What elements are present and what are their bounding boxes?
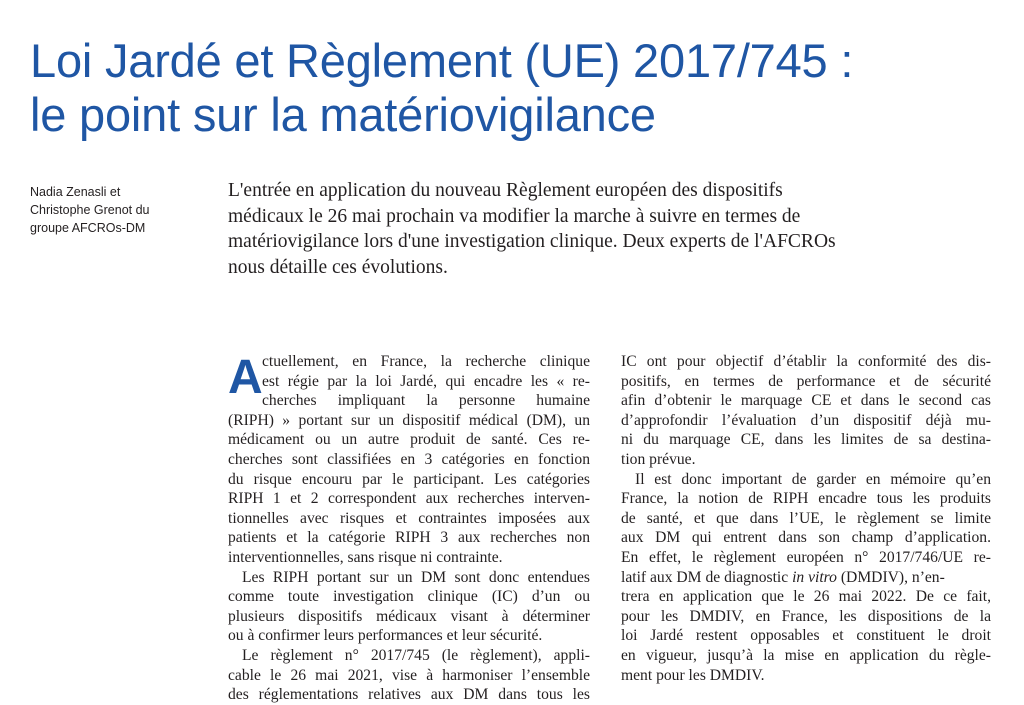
author-line: Nadia Zenasli et	[30, 185, 121, 199]
body-line: médicament ou un autre produit de santé. Ces re-	[228, 431, 590, 449]
title-line: le point sur la matériovigilance	[30, 88, 656, 141]
author-line: groupe AFCROs-DM	[30, 221, 146, 235]
body-line: RIPH 1 et 2 correspondent aux recherches interven-	[228, 490, 590, 508]
body-line: IC ont pour objectif d’établir la conformité des dis-	[621, 353, 991, 370]
body-line: ou à confirmer leurs performances et leur sécurité.	[228, 627, 543, 645]
body-line: Les RIPH portant sur un DM sont donc entendues	[242, 568, 590, 586]
lead-line: nous détaille ces évolutions.	[228, 256, 448, 278]
lead-line: matériovigilance lors d'une investigation clinique. Deux experts de l'AFCROs	[228, 231, 836, 252]
body-line: comme toute investigation clinique (IC) d’un ou	[228, 588, 590, 606]
lead-line: médicaux le 26 mai prochain va modifier la marche à suivre en termes de	[228, 205, 801, 227]
body-line: ni du marquage CE, dans les limites de sa destina-	[621, 431, 991, 449]
body-line: positifs, en termes de performance et de sécurité	[621, 372, 991, 390]
body-column-left	[228, 352, 590, 705]
body-line: (RIPH) » portant sur un dispositif médical (DM), un	[228, 411, 590, 429]
body-line: tionnelles avec risques et contraintes imposées aux	[228, 509, 590, 527]
body-line: pour les DMDIV, en France, les dispositions de la	[621, 607, 991, 625]
body-line: des réglementations relatives aux DM dans tous les	[228, 686, 590, 704]
body-line: ctuellement, en France, la recherche clinique	[262, 353, 590, 370]
italic-term: in vitro	[792, 568, 837, 586]
body-line: plusieurs dispositifs médicaux visant à déterminer	[228, 607, 590, 625]
body-line: patients et la catégorie RIPH 3 aux recherches non	[228, 529, 590, 547]
body-line: aux DM qui entrent dans son champ d’application.	[621, 529, 991, 547]
body-line: interventionnelles, sans risque ni contrainte.	[228, 548, 503, 566]
body-line: tion prévue.	[621, 450, 696, 468]
body-line: En effet, le règlement européen n° 2017/746/UE re-	[621, 548, 991, 566]
body-text: (DMDIV), n’en-	[836, 568, 945, 586]
body-line: Il est donc important de garder en mémoire qu’en	[635, 470, 991, 488]
body-line: cherches impliquant la personne humaine	[262, 392, 590, 410]
body-line: est régie par la loi Jardé, qui encadre les « re-	[262, 372, 590, 390]
drop-cap: A	[228, 351, 263, 404]
body-line: France, la notion de RIPH encadre tous les produits	[621, 490, 991, 508]
body-line: trera en application que le 26 mai 2022. De ce fait,	[621, 588, 991, 606]
lead-line: L'entrée en application du nouveau Règlement européen des dispositifs	[228, 180, 783, 201]
body-line: cherches sont classifiées en 3 catégories en fonction	[228, 450, 590, 468]
title-line: Loi Jardé et Règlement (UE) 2017/745 :	[30, 34, 854, 87]
body-line: afin d’obtenir le marquage CE et dans le second cas	[621, 392, 991, 410]
body-line: de santé, et que dans l’UE, le règlement se limite	[621, 509, 991, 527]
body-line	[621, 568, 991, 588]
body-line: d’approfondir l’évaluation d’un dispositif déjà mu-	[621, 411, 991, 429]
body-line: en vigueur, jusqu’à la mise en application du règle-	[621, 646, 991, 664]
body-line: du risque encouru par le participant. Les catégories	[228, 470, 590, 488]
body-line: ment pour les DMDIV.	[621, 666, 765, 684]
body-text: latif aux DM de diagnostic	[621, 568, 793, 586]
body-line: cable le 26 mai 2021, vise à harmoniser l’ensemble	[228, 666, 590, 684]
author-line: Christophe Grenot du	[30, 203, 150, 217]
body-column-right	[621, 352, 991, 685]
author-byline	[30, 183, 205, 237]
body-line: loi Jardé restent opposables et constituent le droit	[621, 627, 991, 645]
article-title	[30, 34, 853, 142]
article-lead	[228, 178, 988, 280]
body-line: Le règlement n° 2017/745 (le règlement), appli-	[242, 646, 590, 664]
